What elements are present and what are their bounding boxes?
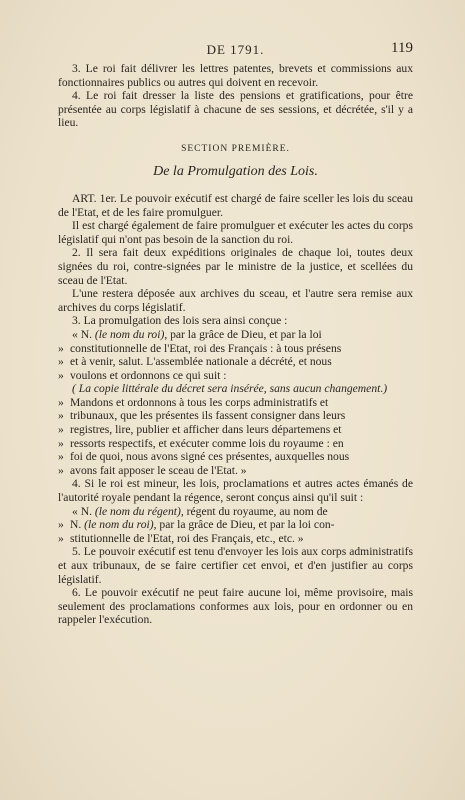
command-line: » ressorts respectifs, et exécuter comme lois du royaume : en xyxy=(58,436,344,450)
paragraph-art-3: 3. La promulgation des lois sera ainsi conçue : xyxy=(72,314,288,328)
section-label: SECTION PREMIÈRE. xyxy=(181,143,290,154)
paragraph-deposit: L'une restera déposée aux archives du sceau, et l'autre sera remise aux archives du corps législatif. xyxy=(58,287,413,314)
running-head: DE 1791. xyxy=(206,42,265,57)
regency-formula xyxy=(58,505,413,546)
paragraph-also-charged: Il est chargé également de faire promulguer et exécuter les actes du corps législatif qui n'ont pas besoin de la sanction du roi. xyxy=(58,219,413,246)
paragraph-art-1: ART. 1er. Le pouvoir exécutif est chargé de faire sceller les lois du sceau de l'Etat, et de les faire promulguer. xyxy=(58,191,413,219)
formula-line: » et à venir, salut. L'assemblée nationale a décrété, et nous xyxy=(58,355,332,369)
regency-line: » N. (le nom du roi), par la grâce de Dieu, et par la loi con- xyxy=(58,518,335,532)
paragraph-art-5: 5. Le pouvoir exécutif est tenu d'envoyer les lois aux corps administratifs et aux tribunaux, de se faire certifier cet envoi, et d'en justifier au corps législatif. xyxy=(58,545,413,586)
paragraph-article-3: 3. Le roi fait délivrer les lettres patentes, brevets et commissions aux fonctionnaires publics ou autres qui doivent en recevoir. xyxy=(58,62,413,89)
command-line: » tribunaux, que les présentes ils fassent consigner dans leurs xyxy=(58,409,346,423)
formula-line: » voulons et ordonnons ce qui suit : xyxy=(58,368,227,382)
command-formula xyxy=(58,396,413,478)
regency-line: » stitutionnelle de l'Etat, roi des Français, etc., etc. » xyxy=(58,531,304,545)
copy-note: ( La copie littérale du décret sera insérée, sans aucun changement.) xyxy=(72,382,388,396)
command-line: » foi de quoi, nous avons signé ces présentes, auxquelles nous xyxy=(58,450,350,464)
paragraph-art-4: 4. Si le roi est mineur, les lois, proclamations et autres actes émanés de l'autorité royale pendant la régence, seront conçus ainsi qu'il suit : xyxy=(58,477,413,505)
page-number: 119 xyxy=(391,40,413,56)
regency-line: « N. (le nom du régent), régent du royaume, au nom de xyxy=(72,504,328,518)
paragraph-article-4: 4. Le roi fait dresser la liste des pensions et gratifications, pour être présentée au corps législatif à chacune de ses sessions, et décrétée, s'il y a lieu. xyxy=(58,89,413,130)
formula-line: » constitutionnelle de l'Etat, roi des Français : à tous présens xyxy=(58,341,342,355)
promulgation-formula xyxy=(58,328,413,382)
command-line: » avons fait apposer le sceau de l'Etat. » xyxy=(58,463,247,477)
paragraph-art-6: 6. Le pouvoir exécutif ne peut faire aucune loi, même provisoire, mais seulement des proclamations conformes aux lois, pour en ordonner ou en rappeler l'exécution. xyxy=(58,586,413,627)
command-line: » registres, lire, publier et afficher dans leurs départemens et xyxy=(58,423,342,437)
section-title: De la Promulgation des Lois. xyxy=(153,163,318,179)
formula-line: « N. (le nom du roi), par la grâce de Dieu, et par la loi xyxy=(72,327,322,341)
paragraph-art-2: 2. Il sera fait deux expéditions originales de chaque loi, toutes deux signées du roi, contre-signées par le ministre de la justice, et scellées du sceau de l'Etat. xyxy=(58,246,413,287)
page-header xyxy=(58,40,413,62)
command-line: » Mandons et ordonnons à tous les corps administratifs et xyxy=(58,395,329,409)
